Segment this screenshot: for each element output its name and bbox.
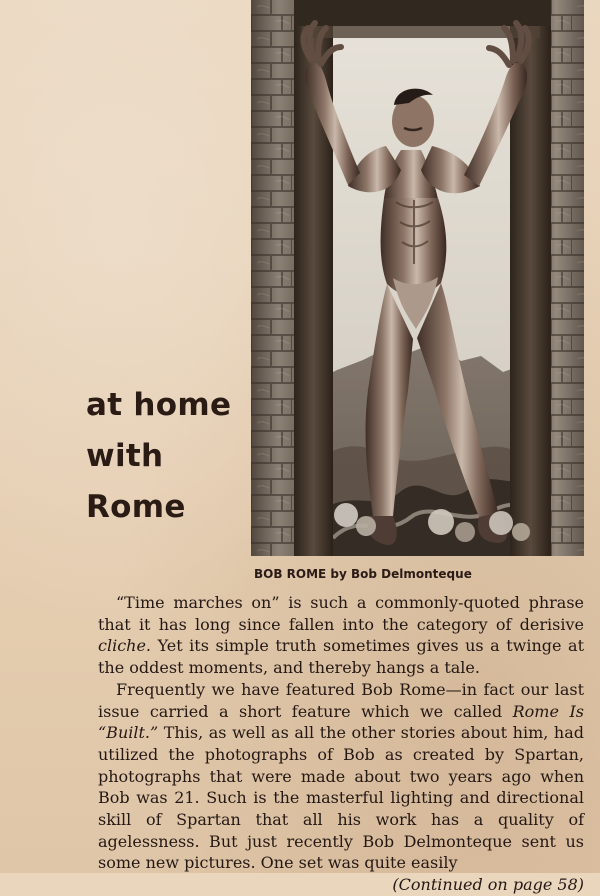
article-body (98, 592, 584, 896)
headline-line-3: Rome (86, 489, 186, 525)
article-paragraph-1 (98, 592, 584, 679)
paragraph-1-text-b: Yet its simple truth sometimes gives us a twinge at the oddest moments, and thereby hangs a tale. (98, 636, 584, 678)
article-paragraph-2 (98, 679, 584, 895)
headline-line-1: at home (86, 387, 232, 423)
photograph-artwork (251, 0, 584, 556)
paragraph-1-text-a: “Time marches on” is such a commonly-quoted phrase that it has long since fallen into the category of derisive (98, 593, 584, 634)
bodybuilder-photograph (251, 0, 584, 556)
paragraph-1-emphasis: cliche. (98, 636, 152, 656)
headline-line-2: with (86, 438, 164, 474)
paragraph-2-text-a: Frequently we have featured Bob Rome—in fact our last issue carried a short feature which we called (98, 679, 584, 721)
continued-on-page-note: (Continued on page 58) (392, 875, 584, 895)
photo-caption: BOB ROME by Bob Delmonteque (254, 567, 472, 581)
headline (86, 380, 251, 533)
paragraph-2-emphasis: Rome Is “Built.” (98, 701, 584, 743)
paragraph-2-text-b: This, as well as all the other stories about him, had utilized the photographs of Bob as created by Spartan, photographs that were made about two years ago when Bob was 21. Such is the masterful lighting and directional skill of Spartan that all his work has a quality of agelessness. But just recently Bob Delmonteque sent us some new pictures. One set was quite easily (98, 723, 584, 873)
